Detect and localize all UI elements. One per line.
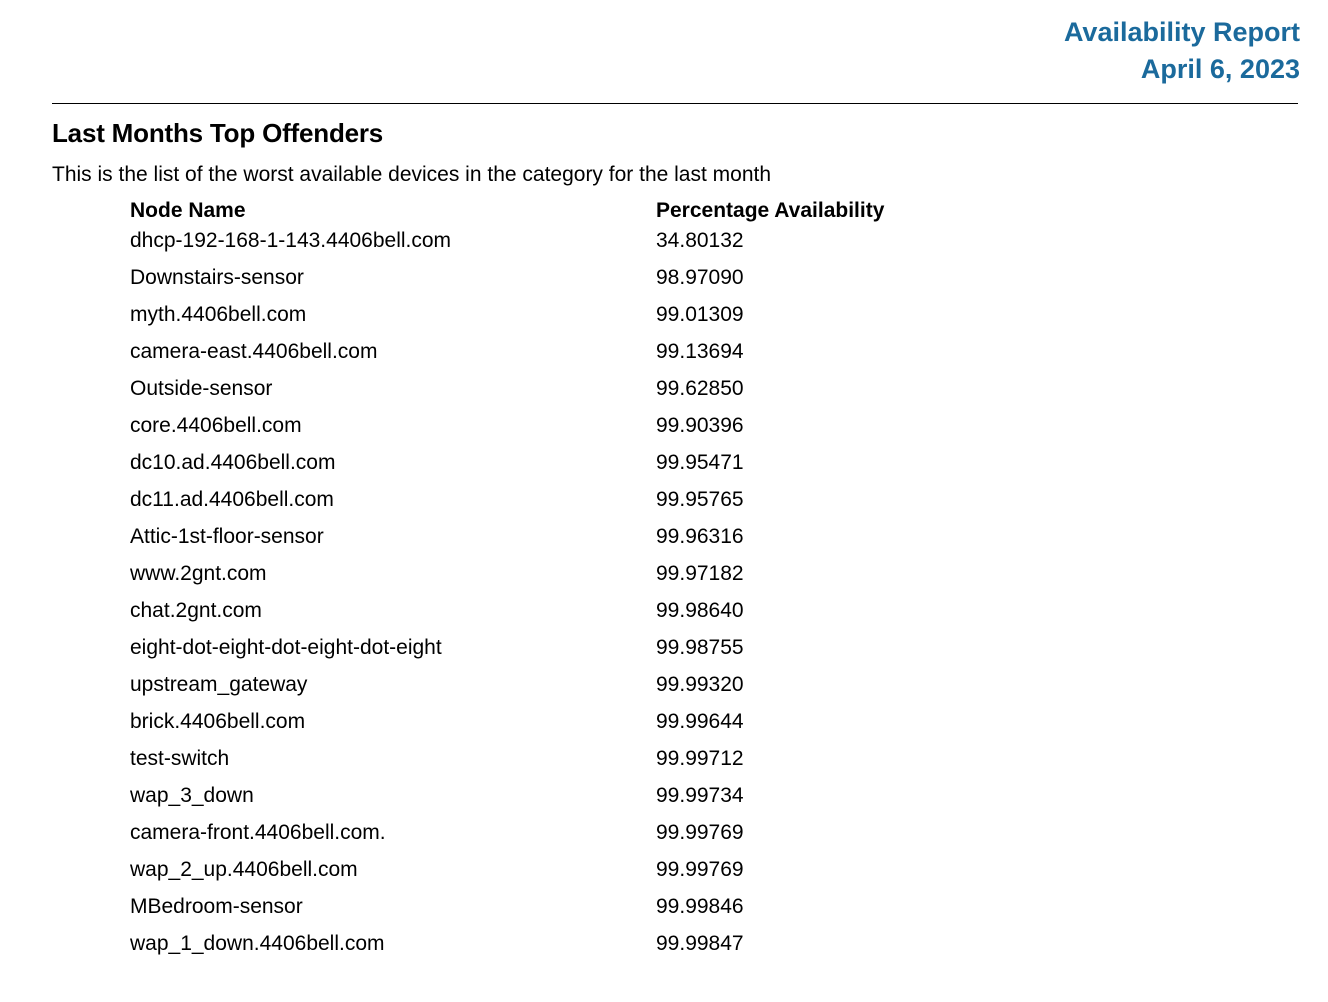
table-header-row (130, 199, 956, 229)
cell-node-name: dc11.ad.4406bell.com (130, 487, 334, 511)
table-row (130, 895, 956, 932)
cell-node-name: MBedroom-sensor (130, 894, 303, 918)
cell-node-name: brick.4406bell.com (130, 709, 306, 733)
table-row (130, 599, 956, 636)
table-row (130, 303, 956, 340)
cell-node-name: camera-front.4406bell.com. (130, 820, 386, 844)
report-title: Availability Report (1063, 17, 1300, 47)
table-row (130, 747, 956, 784)
offenders-table (130, 199, 956, 969)
cell-node-name: test-switch (130, 746, 230, 770)
table-row (130, 229, 956, 266)
report-date: April 6, 2023 (1140, 54, 1300, 85)
cell-percentage-availability: 99.99847 (656, 931, 744, 955)
cell-percentage-availability: 99.98755 (656, 635, 744, 659)
cell-percentage-availability: 99.97182 (656, 561, 744, 585)
cell-percentage-availability: 99.95765 (656, 487, 744, 511)
cell-node-name: upstream_gateway (130, 672, 308, 696)
cell-percentage-availability: 99.99846 (656, 894, 744, 918)
cell-node-name: Outside-sensor (130, 376, 273, 400)
table-row (130, 340, 956, 377)
cell-node-name: wap_3_down (130, 783, 254, 807)
section-title: Last Months Top Offenders (52, 117, 384, 148)
table-row (130, 414, 956, 451)
cell-node-name: eight-dot-eight-dot-eight-dot-eight (130, 635, 442, 659)
cell-percentage-availability: 99.90396 (656, 413, 744, 437)
cell-node-name: camera-east.4406bell.com (130, 339, 378, 363)
table-row (130, 377, 956, 414)
cell-percentage-availability: 98.97090 (656, 265, 744, 289)
cell-node-name: Downstairs-sensor (130, 265, 304, 289)
section-description: This is the list of the worst available devices in the category for the last month (52, 162, 772, 186)
cell-percentage-availability: 99.99769 (656, 857, 744, 881)
top-offenders-section (0, 118, 1328, 969)
header-divider (52, 103, 1298, 104)
cell-node-name: Attic-1st-floor-sensor (130, 524, 324, 548)
offenders-table-head (130, 199, 956, 229)
cell-node-name: chat.2gnt.com (130, 598, 262, 622)
table-row (130, 266, 956, 303)
table-row (130, 451, 956, 488)
cell-percentage-availability: 99.01309 (656, 302, 744, 326)
table-row (130, 932, 956, 969)
column-header-node-name: Node Name (130, 198, 246, 222)
table-row (130, 858, 956, 895)
table-row (130, 562, 956, 599)
cell-node-name: dhcp-192-168-1-143.4406bell.com (130, 228, 452, 252)
cell-percentage-availability: 99.13694 (656, 339, 744, 363)
report-header (0, 0, 1328, 89)
table-row (130, 710, 956, 747)
table-row (130, 525, 956, 562)
table-row (130, 784, 956, 821)
cell-percentage-availability: 99.99769 (656, 820, 744, 844)
cell-percentage-availability: 99.95471 (656, 450, 744, 474)
table-row (130, 673, 956, 710)
table-row (130, 636, 956, 673)
offenders-table-body (130, 229, 956, 969)
cell-percentage-availability: 99.99712 (656, 746, 744, 770)
cell-percentage-availability: 99.99734 (656, 783, 744, 807)
cell-percentage-availability: 99.98640 (656, 598, 744, 622)
cell-percentage-availability: 99.99644 (656, 709, 744, 733)
cell-percentage-availability: 99.62850 (656, 376, 744, 400)
table-row (130, 821, 956, 858)
cell-percentage-availability: 99.99320 (656, 672, 744, 696)
cell-node-name: wap_1_down.4406bell.com (130, 931, 385, 955)
cell-node-name: myth.4406bell.com (130, 302, 307, 326)
cell-node-name: dc10.ad.4406bell.com (130, 450, 336, 474)
cell-node-name: core.4406bell.com (130, 413, 302, 437)
cell-percentage-availability: 34.80132 (656, 228, 744, 252)
cell-percentage-availability: 99.96316 (656, 524, 744, 548)
table-row (130, 488, 956, 525)
column-header-percentage-availability: Percentage Availability (656, 198, 885, 222)
cell-node-name: www.2gnt.com (130, 561, 267, 585)
cell-node-name: wap_2_up.4406bell.com (130, 857, 358, 881)
